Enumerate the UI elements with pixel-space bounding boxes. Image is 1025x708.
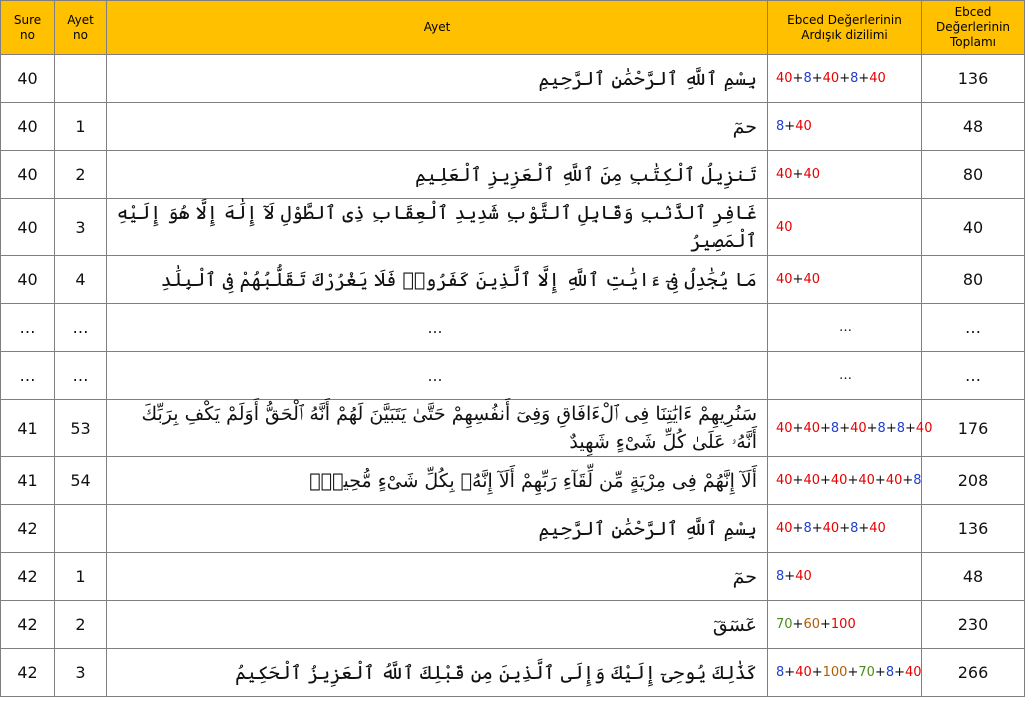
sequence-token: 40: [803, 473, 820, 488]
sequence-token: +: [885, 420, 897, 436]
header-ayet: Ayet: [107, 1, 768, 55]
sequence-token: 40: [776, 167, 793, 182]
total-cell: 48: [922, 553, 1025, 601]
sequence-cell: [768, 352, 922, 400]
verse-cell: حمٓ: [107, 103, 768, 151]
sequence-token: 8: [776, 119, 785, 134]
sequence-token: +: [847, 665, 859, 680]
ayet-no-cell: …: [55, 304, 107, 352]
table-row: [1, 505, 1025, 553]
sequence-cell: [768, 199, 922, 256]
sequence-token: 40: [776, 473, 793, 488]
sure-no-cell: 42: [1, 553, 55, 601]
sequence-token: +: [839, 521, 851, 536]
sequence-token: 40: [795, 569, 812, 584]
sequence-token: 8: [913, 473, 922, 488]
sure-no-cell: …: [1, 352, 55, 400]
sequence-token: +: [866, 420, 878, 436]
sequence-token: 8: [896, 420, 906, 436]
verse-cell: أَلَآ إِنَّهُمْ فِى مِرْيَةٍ مِّن لِّقَآءِ رَبِّهِمْ أَلَآ إِنَّهُۥ بِكُلِّ شَىْءٍ مُّحِيطٌۢ: [107, 457, 768, 505]
header-sequence: Ebced Değerlerinin Ardışık dizilimi: [768, 1, 922, 55]
sequence-token: 8: [776, 569, 785, 584]
sequence-cell: [768, 256, 922, 304]
sequence-token: 40: [803, 167, 820, 182]
sequence-token: 40: [776, 420, 793, 436]
verse-cell: سَنُرِيهِمْ ءَايَٰتِنَا فِى ٱلْءَافَاقِ وَفِىٓ أَنفُسِهِمْ حَتَّىٰ يَتَبَيَّنَ لَهُمْ أَنَّهُ ٱلْحَقُّ أَوَلَمْ يَكْفِ بِرَبِّكَ أَنَّهُۥ عَلَىٰ كُلِّ شَىْءٍ شَهِيدٌ: [107, 400, 768, 457]
total-cell: 266: [922, 649, 1025, 697]
table-row: [1, 649, 1025, 697]
sequence-token: +: [874, 473, 886, 488]
sequence-token: 40: [776, 521, 793, 536]
table-row: [1, 553, 1025, 601]
sequence-token: 40: [830, 473, 848, 488]
sure-no-cell: 40: [1, 256, 55, 304]
sequence-token: +: [792, 617, 804, 632]
verse-cell: بِسْمِ ٱللَّهِ ٱلرَّحْمَٰنِ ٱلرَّحِيمِ: [107, 505, 768, 553]
sequence-token: 8: [885, 665, 895, 680]
sequence-token: +: [874, 665, 886, 680]
sequence-token: 40: [795, 119, 812, 134]
sure-no-cell: 42: [1, 649, 55, 697]
header-row: [1, 1, 1025, 55]
sequence-token: 40: [803, 272, 820, 287]
sequence-token: +: [820, 473, 831, 488]
sequence-token: +: [792, 521, 804, 536]
sequence-token: …: [839, 368, 852, 383]
sequence-token: 8: [803, 521, 812, 536]
total-cell: …: [922, 352, 1025, 400]
sequence-token: 40: [858, 473, 875, 488]
sequence-token: 40: [905, 665, 922, 680]
sequence-token: +: [792, 272, 804, 287]
sequence-token: +: [784, 665, 796, 680]
table-row: [1, 55, 1025, 103]
sequence-token: 60: [803, 617, 820, 632]
sequence-cell: [768, 400, 933, 457]
header-total: Ebced Değerlerinin Toplamı: [922, 1, 1025, 55]
verse-cell: بِسْمِ ٱللَّهِ ٱلرَّحْمَٰنِ ٱلرَّحِيمِ: [107, 55, 768, 103]
sure-no-cell: 41: [1, 400, 55, 457]
sequence-token: 8: [830, 420, 840, 436]
sequence-token: 100: [822, 665, 848, 680]
sequence-token: +: [858, 521, 870, 536]
sequence-token: 8: [776, 665, 785, 680]
sequence-token: +: [839, 420, 851, 436]
verse-cell: غَافِرِ ٱلذَّنۢبِ وَقَابِلِ ٱلتَّوْبِ شَدِيدِ ٱلْعِقَابِ ذِى ٱلطَّوْلِ لَآ إِلَٰهَ إِلَّا هُوَ إِلَيْهِ ٱلْمَصِيرُ: [107, 199, 768, 256]
total-cell: 48: [922, 103, 1025, 151]
verse-cell: …: [107, 352, 768, 400]
sure-no-cell: 40: [1, 151, 55, 199]
sequence-token: +: [792, 420, 804, 436]
ayet-no-cell: 1: [55, 553, 107, 601]
total-cell: 80: [922, 256, 1025, 304]
sequence-token: 70: [776, 617, 793, 632]
sequence-token: …: [839, 320, 852, 335]
total-cell: 208: [922, 457, 1025, 505]
sequence-cell: [768, 601, 922, 649]
sequence-token: 40: [822, 71, 840, 86]
sequence-token: 40: [915, 420, 933, 436]
verse-cell: مَا يُجَٰدِلُ فِىٓ ءَايَٰتِ ٱللَّهِ إِلَّا ٱلَّذِينَ كَفَرُوا۟ فَلَا يَغْرُرْكَ تَقَلُّبُهُمْ فِى ٱلْبِلَٰدِ: [107, 256, 768, 304]
ayet-no-cell: 2: [55, 601, 107, 649]
sequence-token: 40: [869, 521, 886, 536]
ayet-no-cell: 4: [55, 256, 107, 304]
sequence-cell: [768, 553, 922, 601]
sequence-token: +: [820, 617, 831, 632]
sequence-token: 40: [776, 219, 793, 235]
sequence-token: 40: [776, 272, 793, 287]
sure-no-cell: 40: [1, 103, 55, 151]
sequence-token: 8: [877, 420, 886, 436]
sequence-token: +: [905, 420, 916, 436]
total-cell: 80: [922, 151, 1025, 199]
sequence-token: 40: [795, 665, 812, 680]
sequence-token: +: [784, 119, 796, 134]
sequence-cell: [768, 103, 922, 151]
ayet-no-cell: 3: [55, 199, 107, 256]
sequence-cell: [768, 505, 922, 553]
sequence-cell: [768, 304, 922, 352]
sequence-token: +: [858, 71, 870, 86]
sequence-token: 70: [858, 665, 875, 680]
table-row: [1, 457, 1025, 505]
sequence-token: +: [902, 473, 914, 488]
ayet-no-cell: 3: [55, 649, 107, 697]
header-sure-no: Sure no: [1, 1, 55, 55]
ayet-no-cell: 54: [55, 457, 107, 505]
sequence-cell: [768, 151, 922, 199]
sequence-token: 100: [830, 617, 856, 632]
sure-no-cell: 40: [1, 199, 55, 256]
table-row: [1, 400, 1025, 457]
table-row: [1, 151, 1025, 199]
ayet-no-cell: [55, 55, 107, 103]
ayet-no-cell: 2: [55, 151, 107, 199]
table-row: [1, 304, 1025, 352]
sequence-token: 40: [850, 420, 867, 436]
table-row: [1, 601, 1025, 649]
ayet-no-cell: 53: [55, 400, 107, 457]
sure-no-cell: 40: [1, 55, 55, 103]
sequence-token: +: [839, 71, 851, 86]
sequence-token: +: [811, 665, 823, 680]
table-body: [1, 55, 1025, 697]
sequence-token: +: [894, 665, 906, 680]
total-cell: 136: [922, 55, 1025, 103]
sequence-token: 8: [803, 71, 812, 86]
total-cell: 136: [922, 505, 1025, 553]
verse-cell: عٓسٓقٓ: [107, 601, 768, 649]
table-row: [1, 352, 1025, 400]
sure-no-cell: 42: [1, 505, 55, 553]
sequence-cell: [768, 649, 922, 697]
ayet-no-cell: 1: [55, 103, 107, 151]
verse-cell: تَنزِيلُ ٱلْكِتَٰبِ مِنَ ٱللَّهِ ٱلْعَزِيزِ ٱلْعَلِيمِ: [107, 151, 768, 199]
verse-cell: …: [107, 304, 768, 352]
table-row: [1, 103, 1025, 151]
sequence-cell: [768, 457, 922, 505]
ayet-no-cell: [55, 505, 107, 553]
verse-cell: حمٓ: [107, 553, 768, 601]
total-cell: …: [922, 304, 1025, 352]
ayet-no-cell: …: [55, 352, 107, 400]
table-row: [1, 199, 1025, 256]
sure-no-cell: 42: [1, 601, 55, 649]
total-cell: 176: [922, 400, 1025, 457]
sequence-token: +: [792, 473, 804, 488]
sequence-cell: [768, 55, 922, 103]
sequence-token: 40: [885, 473, 903, 488]
sequence-token: 40: [869, 71, 886, 86]
sequence-token: +: [792, 167, 804, 182]
sequence-token: 8: [850, 71, 859, 86]
sequence-token: 40: [776, 71, 793, 86]
total-cell: 40: [922, 199, 1025, 256]
sequence-token: +: [792, 71, 804, 86]
table-row: [1, 256, 1025, 304]
sequence-token: +: [811, 521, 823, 536]
total-cell: 230: [922, 601, 1025, 649]
sequence-token: 8: [850, 521, 859, 536]
sure-no-cell: …: [1, 304, 55, 352]
sequence-token: +: [784, 569, 796, 584]
sure-no-cell: 41: [1, 457, 55, 505]
verse-cell: كَذَٰلِكَ يُوحِىٓ إِلَيْكَ وَإِلَى ٱلَّذِينَ مِن قَبْلِكَ ٱللَّهُ ٱلْعَزِيزُ ٱلْحَكِيمُ: [107, 649, 768, 697]
sequence-token: +: [811, 71, 823, 86]
sequence-token: 40: [803, 420, 820, 436]
header-ayet-no: Ayet no: [55, 1, 107, 55]
sequence-token: +: [820, 420, 831, 436]
sequence-token: 40: [822, 521, 840, 536]
sequence-token: +: [847, 473, 859, 488]
